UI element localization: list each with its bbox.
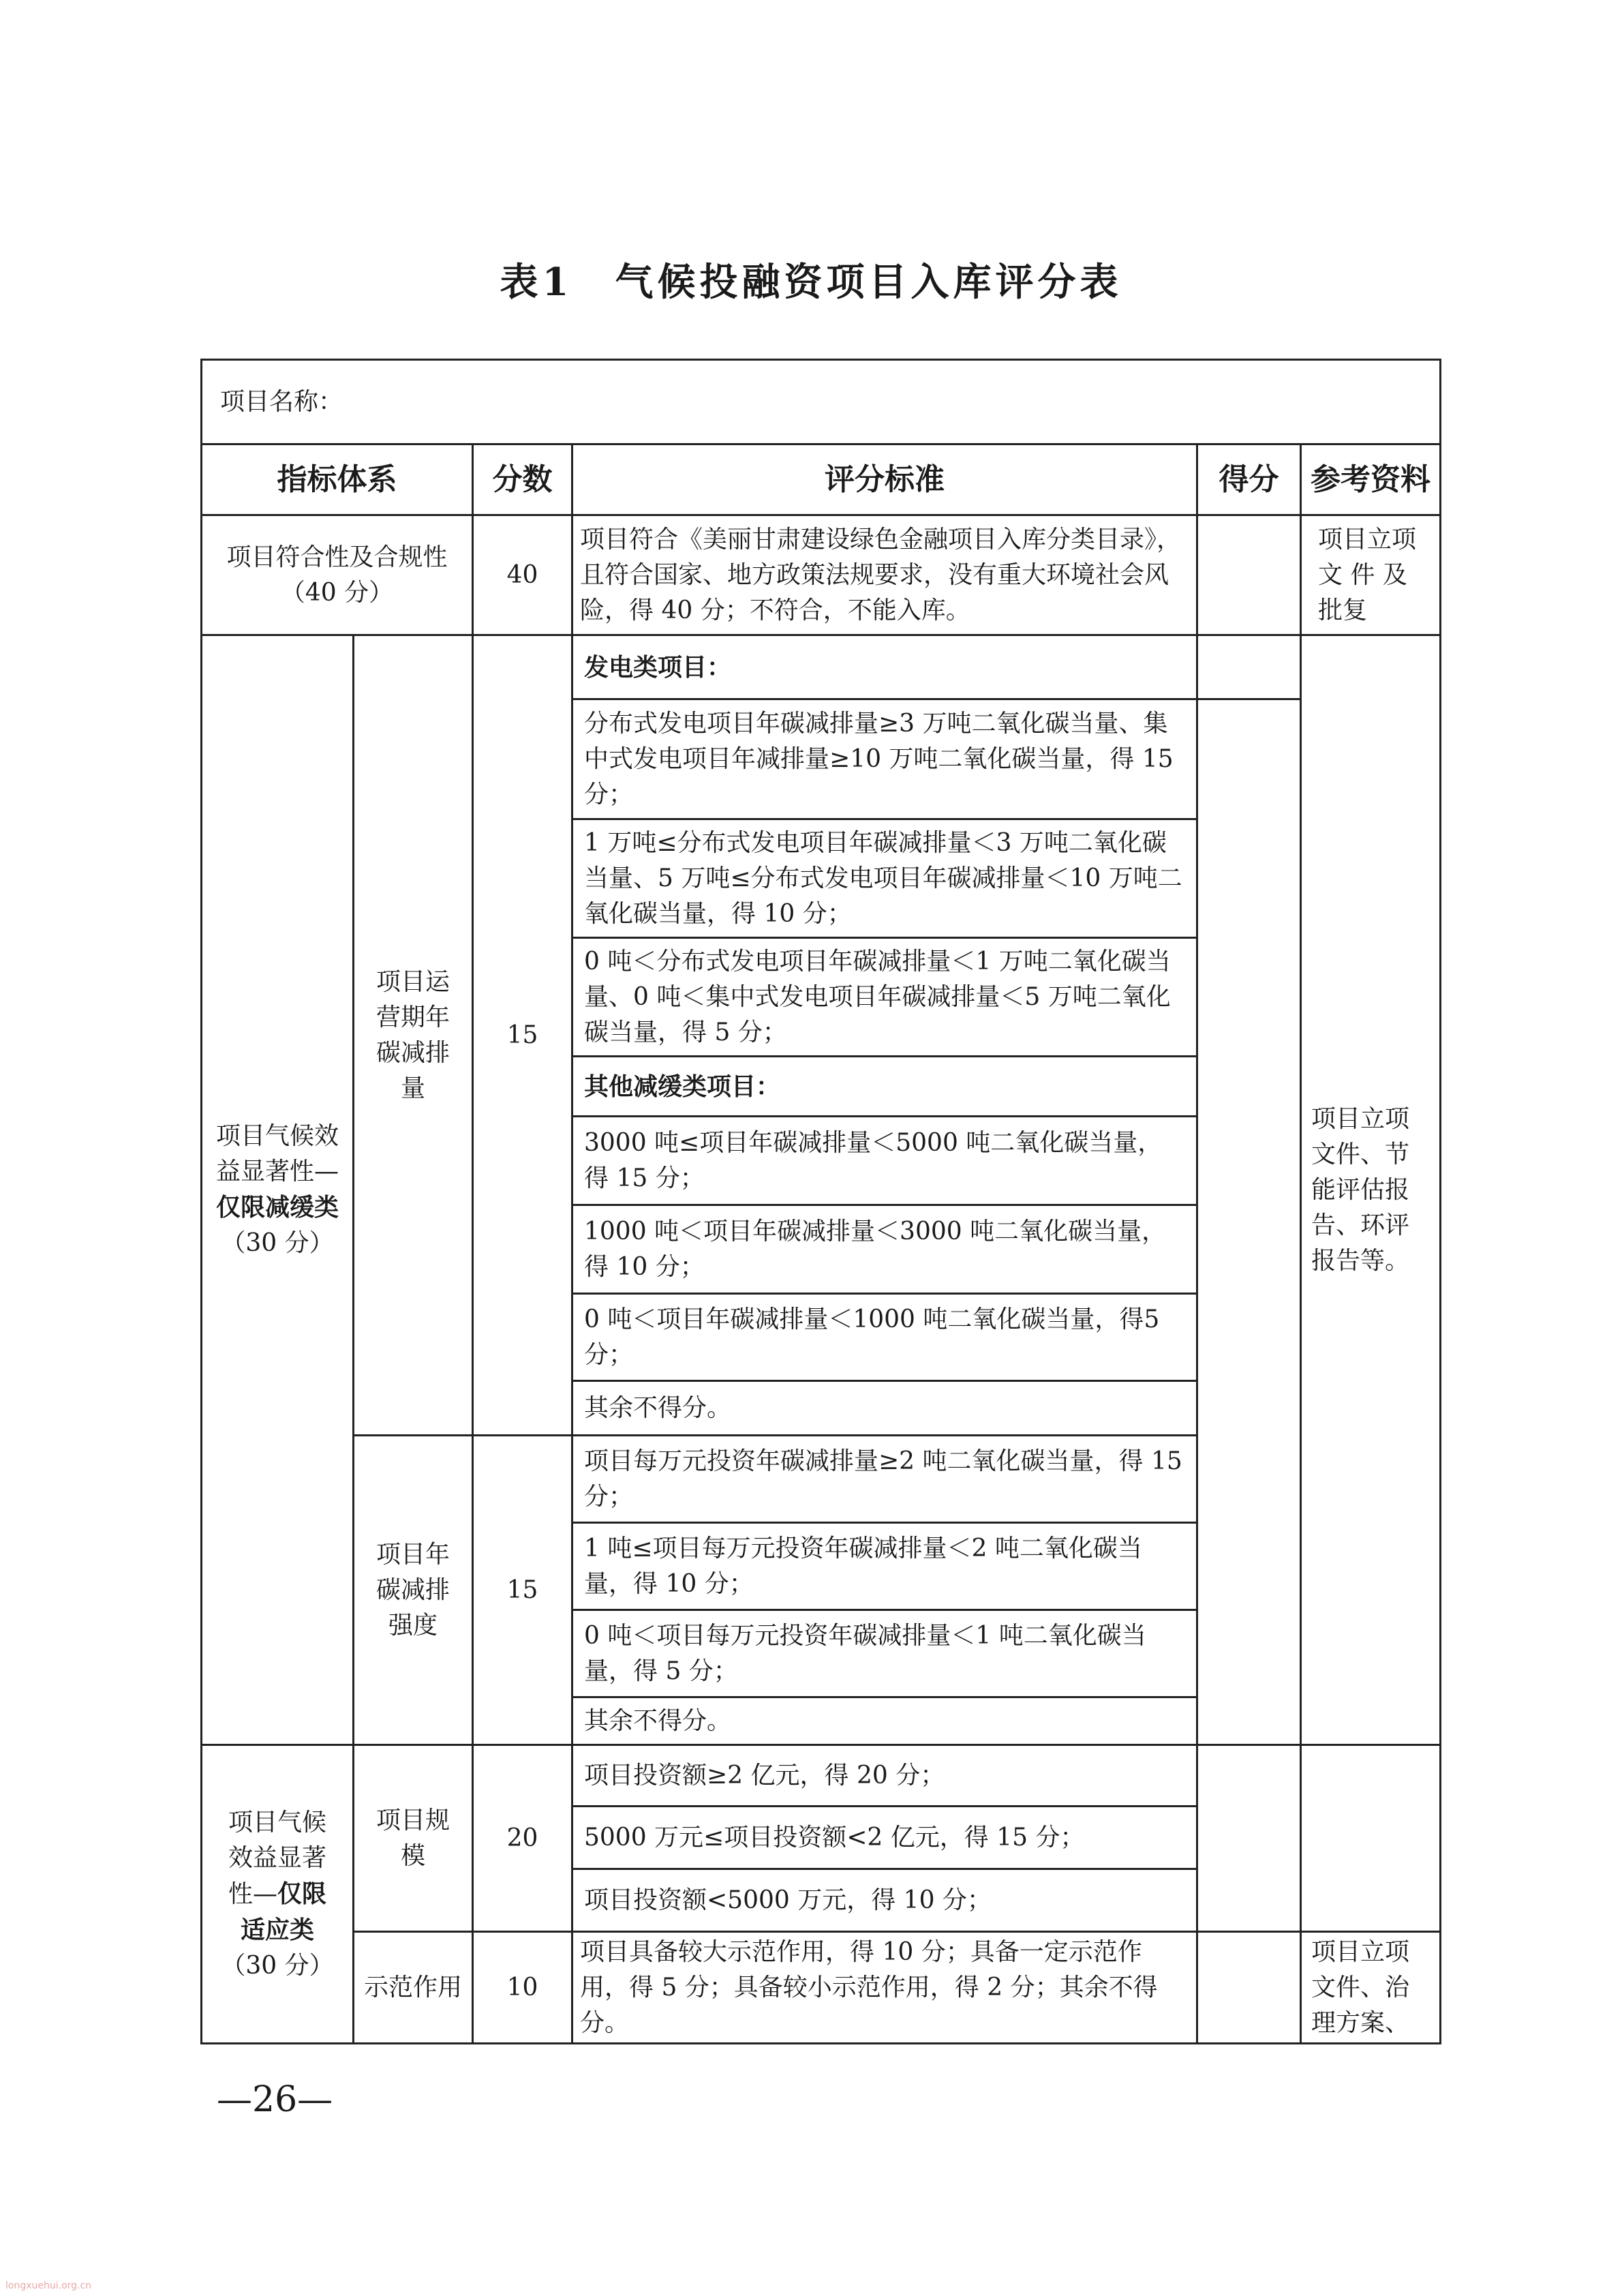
adaptation-sub2-name: 示范作用 [354, 1932, 473, 2044]
adaptation-sub2-score: 10 [473, 1932, 572, 2044]
mitigation-group-label: 项目气候效益显著性— [215, 1122, 339, 1185]
standard-row: 0 吨＜项目每万元投资年碳减排量＜1 吨二氧化碳当量，得 5 分； [572, 1610, 1197, 1697]
standard-row: 其余不得分。 [572, 1381, 1197, 1436]
standard-row: 1 万吨≤分布式发电项目年碳减排量＜3 万吨二氧化碳当量、5 万吨≤分布式发电项目年碳减排量＜10 万吨二氧化碳当量，得 10 分； [572, 819, 1197, 938]
project-name-label: 项目名称： [202, 360, 1441, 444]
adaptation-group-bold: 仅限适应类 [240, 1879, 327, 1944]
mitigation-reference: 项目立项文件、节能评估报告、环评报告等。 [1301, 635, 1441, 1745]
adaptation-group-score: （30 分） [221, 1951, 334, 1980]
standard-row: 0 吨＜分布式发电项目年碳减排量＜1 万吨二氧化碳当量、0 吨＜集中式发电项目年碳减排量＜5 万吨二氧化碳当量，得 5 分； [572, 938, 1197, 1057]
standard-row: 项目投资额<5000 万元，得 10 分； [572, 1869, 1197, 1932]
standard-row: 发电类项目： [572, 635, 1197, 699]
standard-row: 分布式发电项目年碳减排量≥3 万吨二氧化碳当量、集中式发电项目年减排量≥10 万吨二氧化碳当量，得 15 分； [572, 699, 1197, 819]
adaptation-group [202, 1745, 354, 2044]
standard-row: 0 吨＜项目年碳减排量＜1000 吨二氧化碳当量，得5 分； [572, 1294, 1197, 1381]
mitigation-group-bold: 仅限减缓类 [215, 1193, 339, 1222]
watermark: longxuehui.org.cn [5, 2280, 92, 2291]
scoring-table [200, 359, 1441, 2044]
adaptation-group-label: 项目气候效益显著性— [228, 1808, 326, 1908]
compliance-score: 40 [473, 515, 572, 635]
standard-row: 5000 万元≤项目投资额<2 亿元，得 15 分； [572, 1807, 1197, 1869]
compliance-indicator: 项目符合性及合规性（40 分） [202, 515, 473, 635]
standard-row: 1000 吨＜项目年碳减排量＜3000 吨二氧化碳当量，得 10 分； [572, 1205, 1197, 1294]
adaptation-sub2-standard: 项目具备较大示范作用，得 10 分；具备一定示范作用，得 5 分；具备较小示范作用，得 2 分；其余不得分。 [572, 1932, 1197, 2044]
header-standard: 评分标准 [572, 444, 1197, 515]
standard-row: 1 吨≤项目每万元投资年碳减排量＜2 吨二氧化碳当量，得 10 分； [572, 1523, 1197, 1610]
adaptation-sub1-reference [1301, 1745, 1441, 1932]
adaptation-sub1-score: 20 [473, 1745, 572, 1932]
header-obtained: 得分 [1197, 444, 1301, 515]
standard-row: 项目每万元投资年碳减排量≥2 吨二氧化碳当量，得 15 分； [572, 1436, 1197, 1523]
header-reference: 参考资料 [1301, 444, 1441, 515]
mitigation-group [202, 635, 354, 1745]
header-score: 分数 [473, 444, 572, 515]
adaptation-sub1-name: 项目规模 [354, 1745, 473, 1932]
standard-row: 其他减缓类项目： [572, 1057, 1197, 1117]
adaptation-sub2-reference: 项目立项文件、治理方案、 [1301, 1932, 1441, 2044]
standard-row: 其余不得分。 [572, 1697, 1197, 1745]
mitigation-sub1-obtained[interactable] [1197, 635, 1301, 699]
compliance-standard: 项目符合《美丽甘肃建设绿色金融项目入库分类目录》，且符合国家、地方政策法规要求，没有重大环境社会风险，得 40 分；不符合，不能入库。 [572, 515, 1197, 635]
mitigation-sub1-score: 15 [473, 635, 572, 1436]
standard-row: 3000 吨≤项目年碳减排量＜5000 吨二氧化碳当量，得 15 分； [572, 1117, 1197, 1205]
mitigation-sub2-name: 项目年碳减排强度 [354, 1436, 473, 1745]
standard-row: 项目投资额≥2 亿元，得 20 分； [572, 1745, 1197, 1807]
header-indicator: 指标体系 [202, 444, 473, 515]
compliance-obtained[interactable] [1197, 515, 1301, 635]
mitigation-group-score: （30 分） [221, 1229, 334, 1257]
page-number: —26— [217, 2079, 333, 2120]
adaptation-sub1-obtained[interactable] [1197, 1745, 1301, 1932]
mitigation-sub1-name: 项目运营期年碳减排量 [354, 635, 473, 1436]
compliance-reference: 项目立项文 件 及批复 [1301, 515, 1441, 635]
adaptation-sub2-obtained[interactable] [1197, 1932, 1301, 2044]
table-title: 表1 气候投融资项目入库评分表 [500, 260, 1122, 305]
mitigation-obtained[interactable] [1197, 699, 1301, 1745]
mitigation-sub2-score: 15 [473, 1436, 572, 1745]
